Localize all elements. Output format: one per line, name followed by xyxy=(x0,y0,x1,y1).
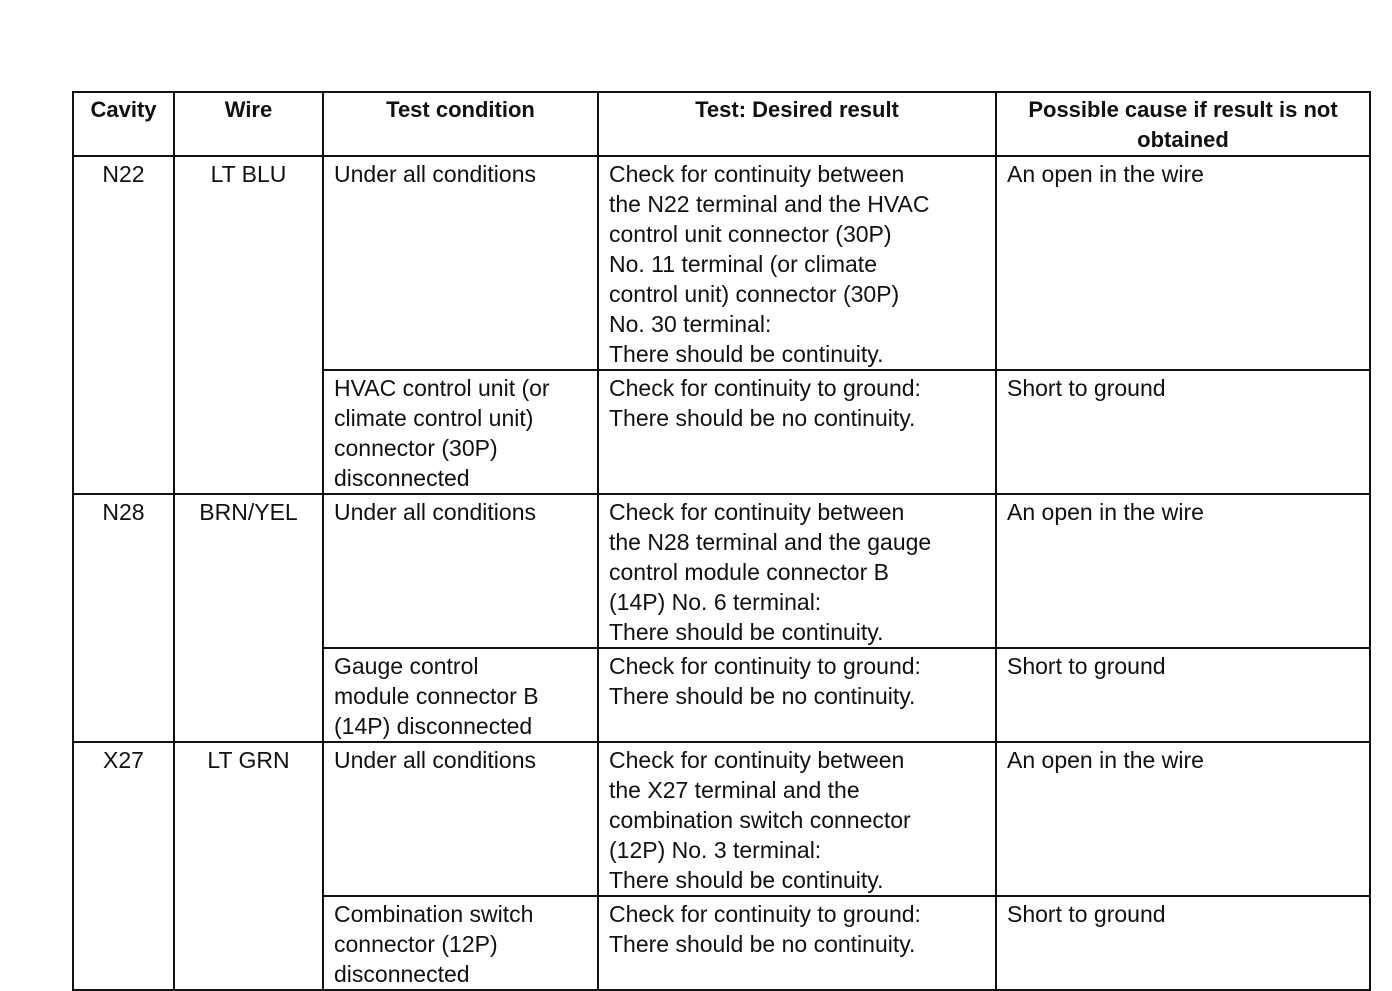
result-cell: Check for continuity to ground: There should be no continuity. xyxy=(598,648,996,742)
condition-cell: Under all conditions xyxy=(323,156,598,370)
wire-cell: LT GRN xyxy=(174,742,323,990)
cause-cell: An open in the wire xyxy=(996,494,1370,648)
cause-cell: Short to ground xyxy=(996,648,1370,742)
result-cell: Check for continuity to ground: There should be no continuity. xyxy=(598,896,996,990)
condition-cell: Combination switch connector (12P) disconnected xyxy=(323,896,598,990)
wire-cell: LT BLU xyxy=(174,156,323,494)
result-cell: Check for continuity between the X27 terminal and the combination switch connector (12P) No. 3 terminal: There should be continuity. xyxy=(598,742,996,896)
cavity-cell: X27 xyxy=(73,742,174,990)
table-row xyxy=(73,494,1370,648)
cause-cell: An open in the wire xyxy=(996,156,1370,370)
header-desired-result: Test: Desired result xyxy=(598,92,996,156)
cause-cell: An open in the wire xyxy=(996,742,1370,896)
table-row xyxy=(73,742,1370,896)
header-cavity: Cavity xyxy=(73,92,174,156)
cause-cell: Short to ground xyxy=(996,896,1370,990)
cavity-cell: N28 xyxy=(73,494,174,742)
result-cell: Check for continuity between the N28 terminal and the gauge control module connector B (14P) No. 6 terminal: There should be continuity. xyxy=(598,494,996,648)
cavity-cell: N22 xyxy=(73,156,174,494)
condition-cell: Under all conditions xyxy=(323,742,598,896)
header-test-condition: Test condition xyxy=(323,92,598,156)
condition-cell: Gauge control module connector B (14P) disconnected xyxy=(323,648,598,742)
header-row xyxy=(73,92,1370,156)
condition-cell: HVAC control unit (or climate control unit) connector (30P) disconnected xyxy=(323,370,598,494)
result-cell: Check for continuity between the N22 terminal and the HVAC control unit connector (30P) No. 11 terminal (or climate control unit) connector (30P) No. 30 terminal: There should be continuity. xyxy=(598,156,996,370)
header-possible-cause: Possible cause if result is not obtained xyxy=(996,92,1370,156)
wire-test-table xyxy=(72,91,1371,991)
table-row xyxy=(73,156,1370,370)
condition-cell: Under all conditions xyxy=(323,494,598,648)
cause-cell: Short to ground xyxy=(996,370,1370,494)
wire-cell: BRN/YEL xyxy=(174,494,323,742)
header-wire: Wire xyxy=(174,92,323,156)
result-cell: Check for continuity to ground: There should be no continuity. xyxy=(598,370,996,494)
